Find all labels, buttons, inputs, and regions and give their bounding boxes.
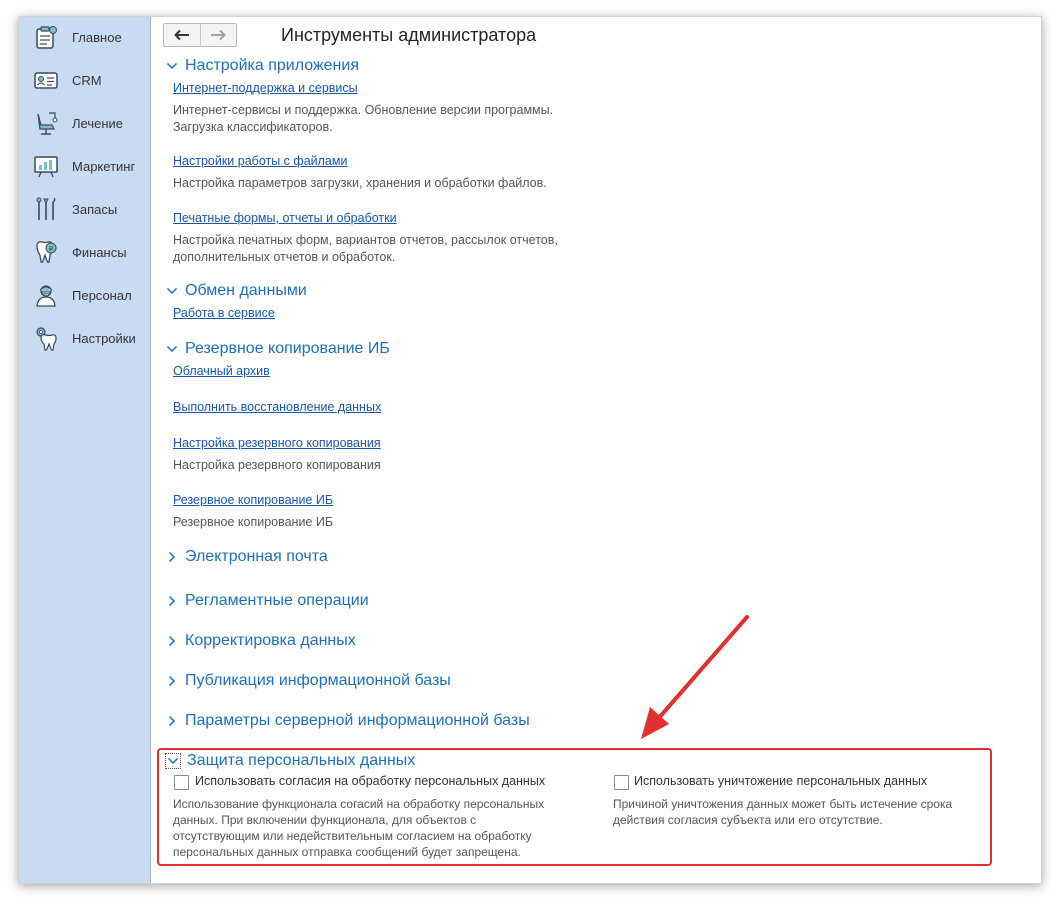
link-service-work[interactable]: Работа в сервисе — [173, 306, 275, 320]
sidebar-item-label: Финансы — [72, 244, 127, 260]
link-restore-data[interactable]: Выполнить восстановление данных — [173, 400, 382, 414]
sidebar-item-marketing[interactable] — [19, 149, 150, 183]
desc-internet-support-line1: Интернет-сервисы и поддержка. Обновление версии программы. — [173, 103, 554, 117]
consent-hint-line3: отсутствующим или недействительным согласием на обработку — [173, 829, 532, 843]
consent-checkbox-label[interactable]: Использовать согласия на обработку персональных данных — [195, 774, 546, 788]
chevron-right-icon — [165, 594, 179, 608]
link-backup-ib[interactable]: Резервное копирование ИБ — [173, 493, 334, 507]
tooth-gear-icon — [33, 325, 59, 351]
group-title: Регламентные операции — [185, 592, 369, 609]
group-personal-data[interactable] — [165, 751, 415, 771]
sidebar-item-label: Запасы — [72, 201, 118, 217]
desc-internet-support-line2: Загрузка классификаторов. — [173, 120, 333, 134]
link-file-settings[interactable]: Настройки работы с файлами — [173, 154, 348, 168]
group-data-correction[interactable] — [165, 631, 356, 651]
group-ib-publication[interactable] — [165, 671, 451, 691]
sidebar-item-crm[interactable] — [19, 63, 150, 97]
sidebar-item-label: CRM — [72, 72, 102, 88]
tooth-ruble-icon — [33, 239, 59, 265]
group-title: Параметры серверной информационной базы — [185, 712, 530, 729]
sidebar-item-main[interactable] — [19, 20, 150, 54]
link-cloud-archive[interactable]: Облачный архив — [173, 364, 270, 378]
dental-chair-icon — [33, 110, 59, 136]
main-panel — [151, 17, 1041, 883]
destruction-hint-line1: Причиной уничтожения данных может быть истечение срока — [613, 797, 953, 811]
sidebar-item-label: Маркетинг — [72, 158, 136, 174]
history-nav — [163, 23, 237, 47]
link-internet-support[interactable]: Интернет-поддержка и сервисы — [173, 81, 358, 95]
link-backup-settings[interactable]: Настройка резервного копирования — [173, 436, 381, 450]
consent-checkbox[interactable] — [174, 775, 189, 790]
dental-tools-icon — [33, 196, 59, 222]
chevron-right-icon — [165, 674, 179, 688]
sidebar-item-stock[interactable] — [19, 192, 150, 226]
group-title: Обмен данными — [185, 282, 307, 299]
sidebar-item-finance[interactable] — [19, 235, 150, 269]
group-title: Защита персональных данных — [187, 752, 416, 769]
consent-hint-line2: данных. При включении функционала, для объектов с — [173, 813, 477, 827]
consent-hint-line4: персональных данных отправка сообщений будет запрещена. — [173, 845, 521, 859]
desc-print-forms-line2: дополнительных отчетов и обработок. — [173, 250, 396, 264]
chevron-down-icon — [165, 59, 179, 73]
sidebar-item-label: Настройки — [72, 330, 136, 346]
back-button[interactable] — [164, 24, 200, 46]
arrow-right-icon — [210, 29, 226, 41]
chevron-down-icon — [165, 342, 179, 356]
crm-card-icon — [33, 67, 59, 93]
arrow-left-icon — [174, 29, 190, 41]
group-title: Публикация информационной базы — [185, 672, 451, 689]
group-title: Электронная почта — [185, 548, 328, 565]
group-title: Резервное копирование ИБ — [185, 340, 390, 357]
sidebar-item-label: Персонал — [72, 287, 132, 303]
link-print-forms[interactable]: Печатные формы, отчеты и обработки — [173, 211, 397, 225]
chevron-right-icon — [165, 714, 179, 728]
desc-backup-ib: Резервное копирование ИБ — [173, 515, 334, 529]
group-app-settings[interactable] — [165, 56, 359, 76]
svg-text:₽: ₽ — [48, 245, 54, 253]
consent-hint-line1: Использование функционала согасий на обработку персональных — [173, 797, 545, 811]
sidebar-item-label: Лечение — [72, 115, 124, 131]
sidebar-item-treatment[interactable] — [19, 106, 150, 140]
desc-print-forms-line1: Настройка печатных форм, вариантов отчетов, рассылок отчетов, — [173, 233, 558, 247]
destruction-hint-line2: действия согласия субъекта или его отсутствие. — [613, 813, 883, 827]
group-scheduled-ops[interactable] — [165, 591, 369, 611]
forward-button[interactable] — [200, 24, 237, 46]
sidebar-item-settings[interactable] — [19, 321, 150, 355]
desc-file-settings: Настройка параметров загрузки, хранения и обработки файлов. — [173, 176, 547, 190]
group-backup[interactable] — [165, 339, 390, 359]
app-window — [18, 16, 1042, 884]
page-title: Инструменты администратора — [281, 25, 537, 45]
destruction-checkbox[interactable] — [614, 775, 629, 790]
group-email[interactable] — [165, 547, 328, 567]
chevron-right-icon — [165, 634, 179, 648]
sidebar-item-label: Главное — [72, 29, 122, 45]
chevron-right-icon — [165, 550, 179, 564]
doctor-icon — [33, 282, 59, 308]
chevron-down-icon — [165, 753, 181, 769]
home-dashboard-icon — [33, 24, 59, 50]
group-title: Корректировка данных — [185, 632, 356, 649]
destruction-checkbox-label[interactable]: Использовать уничтожение персональных данных — [634, 774, 928, 788]
group-title: Настройка приложения — [185, 57, 359, 74]
sidebar — [19, 17, 151, 883]
marketing-board-icon — [33, 153, 59, 179]
group-data-exchange[interactable] — [165, 281, 307, 301]
desc-backup-settings: Настройка резервного копирования — [173, 458, 381, 472]
chevron-down-icon — [165, 284, 179, 298]
group-server-ib-params[interactable] — [165, 711, 530, 731]
sidebar-item-staff[interactable] — [19, 278, 150, 312]
